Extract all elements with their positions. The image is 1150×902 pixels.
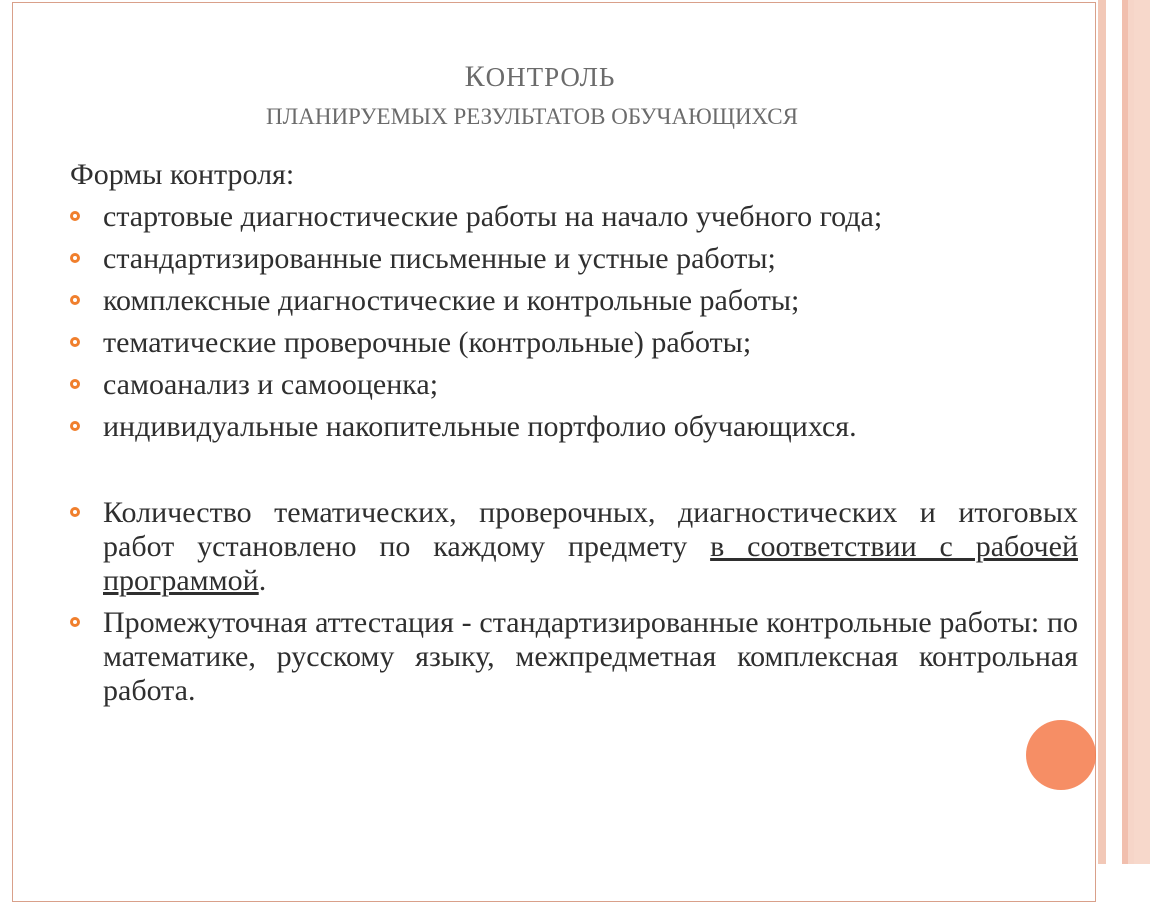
list-item bbox=[70, 284, 1078, 318]
list-item bbox=[70, 200, 1078, 234]
list-item-text: самоанализ и самооценка; bbox=[103, 368, 439, 401]
paragraph-text: Количество тематических, проверочных, диагностических и итоговых работ установлено по каждому предмету bbox=[103, 496, 1078, 563]
bullet-icon bbox=[70, 337, 80, 347]
title-rest: ОНТРОЛЬ bbox=[485, 62, 616, 92]
decor-circle bbox=[1026, 720, 1096, 790]
forms-heading: Формы контроля: bbox=[70, 158, 295, 191]
decor-stripe bbox=[1106, 0, 1122, 864]
bullet-icon bbox=[70, 379, 80, 389]
paragraph-end: . bbox=[258, 564, 267, 597]
title-initial: К bbox=[464, 60, 486, 93]
list-item-text: комплексные диагностические и контрольные работы; bbox=[103, 284, 800, 317]
bullet-icon bbox=[70, 295, 80, 305]
paragraph-attestation bbox=[70, 606, 1078, 708]
bullet-icon bbox=[70, 617, 80, 627]
slide-title bbox=[0, 60, 1080, 94]
list-item bbox=[70, 242, 1078, 276]
list-item-text: стандартизированные письменные и устные работы; bbox=[103, 242, 776, 275]
program-link[interactable]: в соответствии с рабочей программой bbox=[103, 530, 1078, 597]
list-item-text: стартовые диагностические работы на начало учебного года; bbox=[103, 200, 883, 233]
list-item-text: индивидуальные накопительные портфолио обучающихся. bbox=[103, 410, 857, 443]
slide-content bbox=[70, 157, 1078, 716]
list-item bbox=[70, 368, 1078, 402]
list-item bbox=[70, 410, 1078, 444]
paragraph-work-count bbox=[70, 496, 1078, 598]
paragraph-text: Промежуточная аттестация - стандартизированные контрольные работы: по математике, русскому языку, межпредметная комплексная контрольная работа. bbox=[103, 606, 1078, 707]
decor-stripe bbox=[1098, 0, 1106, 864]
bullet-icon bbox=[70, 421, 80, 431]
slide-subtitle: ПЛАНИРУЕМЫХ РЕЗУЛЬТАТОВ ОБУЧАЮЩИХСЯ bbox=[266, 104, 798, 129]
bullet-icon bbox=[70, 211, 80, 221]
bullet-icon bbox=[70, 507, 80, 517]
list-item-text: тематические проверочные (контрольные) работы; bbox=[103, 326, 752, 359]
bullet-icon bbox=[70, 253, 80, 263]
spacer bbox=[70, 452, 1078, 496]
list-item bbox=[70, 326, 1078, 360]
decor-stripe bbox=[1134, 0, 1150, 864]
